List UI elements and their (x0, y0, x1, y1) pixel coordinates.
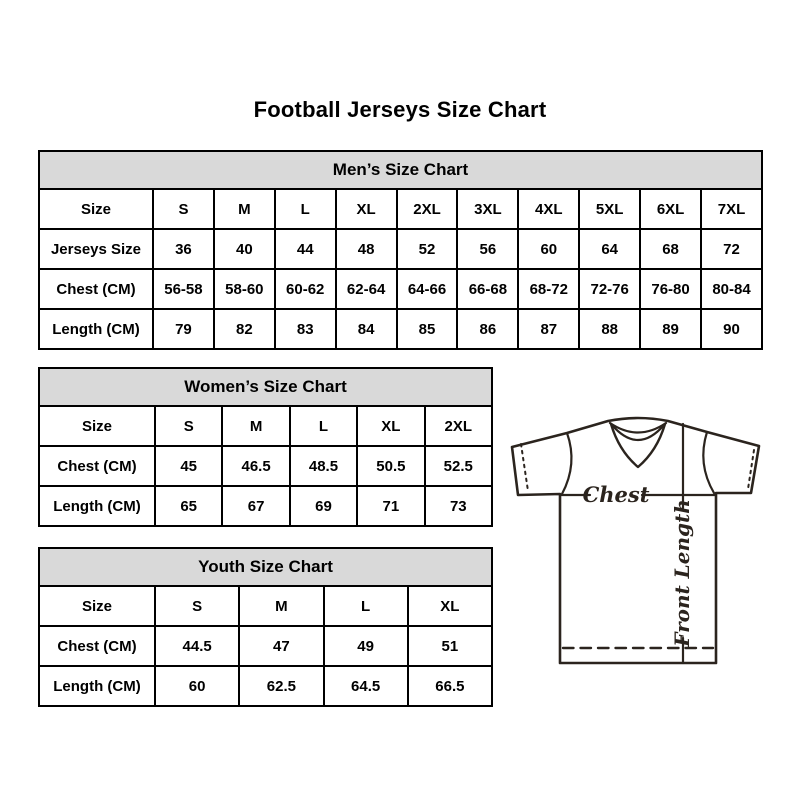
value-cell: L (324, 586, 408, 626)
page-title: Football Jerseys Size Chart (253, 97, 547, 122)
row-label-cell: Chest (CM) (39, 446, 155, 486)
value-cell: 50.5 (357, 446, 424, 486)
value-cell: 44 (275, 229, 336, 269)
value-cell: L (275, 189, 336, 229)
value-cell: 49 (324, 626, 408, 666)
value-cell: 86 (457, 309, 518, 349)
value-cell: M (214, 189, 275, 229)
value-cell: M (222, 406, 289, 446)
jersey-outline (512, 418, 759, 663)
value-cell: 64.5 (324, 666, 408, 706)
value-cell: 3XL (457, 189, 518, 229)
value-cell: 80-84 (701, 269, 762, 309)
table-row (39, 586, 492, 626)
table-row (39, 446, 492, 486)
value-cell: 85 (397, 309, 458, 349)
row-label-cell: Chest (CM) (39, 269, 153, 309)
value-cell: 45 (155, 446, 222, 486)
row-label-cell: Length (CM) (39, 309, 153, 349)
table-row (39, 229, 762, 269)
mens-size-chart (38, 150, 763, 350)
row-label-cell: Size (39, 586, 155, 626)
table-row (39, 626, 492, 666)
value-cell: 44.5 (155, 626, 239, 666)
value-cell: 64-66 (397, 269, 458, 309)
womens-chart-header: Women’s Size Chart (38, 367, 493, 405)
value-cell: S (153, 189, 214, 229)
front-length-label: Front Length (670, 499, 694, 647)
value-cell: 51 (408, 626, 492, 666)
value-cell: 52.5 (425, 446, 492, 486)
row-label-cell: Length (CM) (39, 666, 155, 706)
youth-size-chart (38, 547, 493, 707)
table-row (39, 309, 762, 349)
jersey-measurement-diagram (505, 398, 787, 678)
table-row (39, 486, 492, 526)
value-cell: 58-60 (214, 269, 275, 309)
value-cell: 84 (336, 309, 397, 349)
mens-chart-table (38, 188, 763, 350)
value-cell: L (290, 406, 357, 446)
chest-label: Chest (582, 482, 650, 507)
value-cell: 48.5 (290, 446, 357, 486)
row-label-cell: Size (39, 189, 153, 229)
mens-chart-header: Men’s Size Chart (38, 150, 763, 188)
value-cell: 36 (153, 229, 214, 269)
value-cell: 56-58 (153, 269, 214, 309)
value-cell: 2XL (397, 189, 458, 229)
row-label-cell: Length (CM) (39, 486, 155, 526)
womens-size-chart (38, 367, 493, 527)
value-cell: 87 (518, 309, 579, 349)
value-cell: 4XL (518, 189, 579, 229)
value-cell: 56 (457, 229, 518, 269)
value-cell: 60 (518, 229, 579, 269)
womens-chart-table (38, 405, 493, 527)
value-cell: 60 (155, 666, 239, 706)
value-cell: 79 (153, 309, 214, 349)
value-cell: 60-62 (275, 269, 336, 309)
value-cell: 66.5 (408, 666, 492, 706)
value-cell: 83 (275, 309, 336, 349)
value-cell: 48 (336, 229, 397, 269)
table-row (39, 269, 762, 309)
value-cell: XL (336, 189, 397, 229)
value-cell: S (155, 586, 239, 626)
value-cell: 64 (579, 229, 640, 269)
value-cell: 5XL (579, 189, 640, 229)
value-cell: 68 (640, 229, 701, 269)
row-label-cell: Jerseys Size (39, 229, 153, 269)
value-cell: 89 (640, 309, 701, 349)
value-cell: 68-72 (518, 269, 579, 309)
value-cell: 72 (701, 229, 762, 269)
value-cell: 82 (214, 309, 275, 349)
value-cell: 40 (214, 229, 275, 269)
value-cell: 62-64 (336, 269, 397, 309)
jersey-illustration (505, 398, 787, 678)
value-cell: 90 (701, 309, 762, 349)
value-cell: 6XL (640, 189, 701, 229)
value-cell: 65 (155, 486, 222, 526)
table-row (39, 406, 492, 446)
value-cell: M (239, 586, 323, 626)
value-cell: XL (408, 586, 492, 626)
value-cell: 69 (290, 486, 357, 526)
table-row (39, 666, 492, 706)
value-cell: 71 (357, 486, 424, 526)
value-cell: 76-80 (640, 269, 701, 309)
value-cell: 47 (239, 626, 323, 666)
table-row (39, 189, 762, 229)
value-cell: 46.5 (222, 446, 289, 486)
value-cell: 62.5 (239, 666, 323, 706)
youth-chart-table (38, 585, 493, 707)
value-cell: 52 (397, 229, 458, 269)
value-cell: S (155, 406, 222, 446)
value-cell: 66-68 (457, 269, 518, 309)
row-label-cell: Chest (CM) (39, 626, 155, 666)
value-cell: 67 (222, 486, 289, 526)
value-cell: XL (357, 406, 424, 446)
youth-chart-header: Youth Size Chart (38, 547, 493, 585)
value-cell: 72-76 (579, 269, 640, 309)
value-cell: 2XL (425, 406, 492, 446)
value-cell: 73 (425, 486, 492, 526)
value-cell: 88 (579, 309, 640, 349)
row-label-cell: Size (39, 406, 155, 446)
value-cell: 7XL (701, 189, 762, 229)
